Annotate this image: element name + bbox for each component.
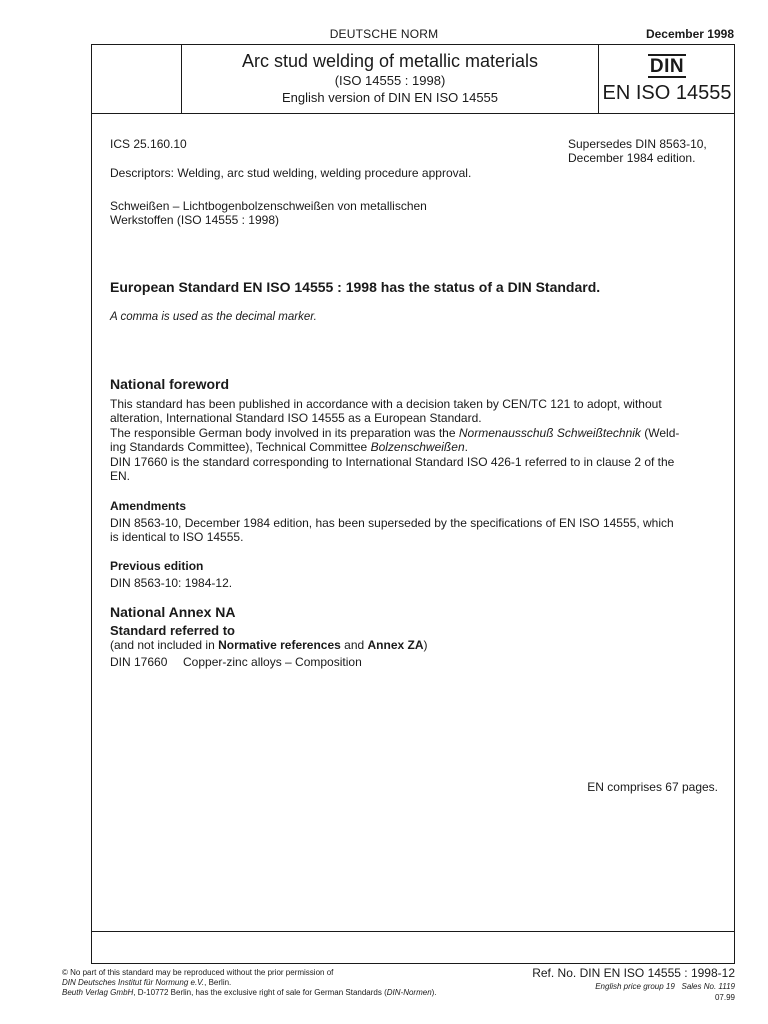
publisher-name: Beuth Verlag GmbH (62, 988, 134, 997)
supersedes-note (568, 137, 707, 165)
copyright-symbol: © (62, 968, 68, 977)
din-institute-name: DIN Deutsches Institut für Normung e.V. (62, 978, 205, 987)
reference-title: Copper-zinc alloys – Composition (183, 655, 362, 669)
copyright-line-3-end: ). (431, 988, 437, 997)
standard-referred-heading: Standard referred to (110, 623, 235, 638)
english-version-note: English version of DIN EN ISO 14555 (281, 90, 499, 105)
copyright-notice (62, 968, 437, 998)
document-type: DEUTSCHE NORM (329, 27, 439, 41)
normative-references-label: Normative references (218, 638, 341, 652)
foreword-p2-line-1 (110, 426, 722, 440)
previous-edition-heading: Previous edition (110, 559, 204, 573)
copyright-line-2 (62, 978, 437, 988)
din-normen-label: DIN-Normen (386, 988, 432, 997)
foreword-paragraph-2 (110, 426, 722, 454)
foreword-p2-line2-end: . (464, 440, 468, 454)
national-foreword-heading: National foreword (110, 376, 230, 392)
german-title-line-2: Werkstoffen (ISO 14555 : 1998) (110, 213, 279, 227)
national-annex-heading: National Annex NA (110, 604, 236, 620)
descriptors: Descriptors: Welding, arc stud welding, welding procedure approval. (110, 166, 472, 180)
amendments-text (110, 516, 722, 544)
foreword-p2-line-2 (110, 440, 722, 454)
german-title (110, 199, 427, 227)
footer-divider (91, 931, 735, 932)
previous-edition-text: DIN 8563-10: 1984-12. (110, 576, 233, 590)
standard-number: EN ISO 14555 (602, 82, 732, 104)
foreword-p1-line-1: This standard has been published in accordance with a decision taken by CEN/TC 121 to adopt, without (110, 397, 662, 411)
price-group: English price group 19 (595, 982, 675, 991)
copyright-text: No part of this standard may be reproduced without the prior permission of (67, 968, 334, 977)
reference-row (110, 655, 362, 669)
annex-note-text: (and not included in (110, 638, 219, 652)
din-logo: DIN (649, 56, 685, 77)
amendments-heading: Amendments (110, 499, 187, 513)
annex-note-end: ) (423, 638, 428, 652)
page-count: EN comprises 67 pages. (587, 780, 718, 794)
copyright-line-3 (62, 988, 437, 998)
reference-code: DIN 17660 (110, 655, 168, 669)
committee-name: Normenausschuß Schweißtechnik (458, 426, 641, 440)
foreword-p3-line-1: DIN 17660 is the standard corresponding to International Standard ISO 426-1 referred to in clause 2 of the (110, 455, 675, 469)
standard-id-box (599, 46, 735, 105)
annex-note (110, 638, 428, 652)
amendments-line-1: DIN 8563-10, December 1984 edition, has been superseded by the specifications of EN ISO 14555, which (110, 516, 674, 530)
foreword-paragraph-1 (110, 397, 722, 425)
page-frame (91, 44, 735, 964)
sales-number: Sales No. 1119 (681, 982, 735, 991)
foreword-p2-text: The responsible German body involved in its preparation was the (110, 426, 459, 440)
price-info (595, 982, 735, 991)
foreword-p2-line2-text: ing Standards Committee), Technical Committee (110, 440, 371, 454)
decimal-marker-note: A comma is used as the decimal marker. (110, 311, 317, 323)
copyright-line-1 (62, 968, 437, 978)
ics-code: ICS 25.160.10 (110, 137, 187, 151)
reference-number: Ref. No. DIN EN ISO 14555 : 1998-12 (532, 966, 735, 980)
foreword-paragraph-3 (110, 455, 722, 483)
german-title-line-1: Schweißen – Lichtbogenbolzenschweißen von metallischen (110, 199, 427, 213)
copyright-line-3-text: , D-10772 Berlin, has the exclusive right of sale for German Standards ( (133, 988, 387, 997)
iso-reference: (ISO 14555 : 1998) (334, 73, 446, 88)
technical-committee-name: Bolzenschweißen (370, 440, 465, 454)
annex-note-and: and (340, 638, 368, 652)
issue-date: December 1998 (645, 27, 734, 41)
annex-za-label: Annex ZA (367, 638, 424, 652)
document-title: Arc stud welding of metallic materials (241, 51, 539, 71)
status-statement: European Standard EN ISO 14555 : 1998 has the status of a DIN Standard. (110, 279, 601, 295)
supersedes-line-1: Supersedes DIN 8563-10, (568, 137, 707, 151)
amendments-line-2: is identical to ISO 14555. (110, 530, 244, 544)
print-date: 07.99 (714, 993, 735, 1002)
copyright-line-2-end: , Berlin. (204, 978, 232, 987)
title-block (182, 50, 598, 106)
foreword-p2-text-end: (Weld- (640, 426, 680, 440)
foreword-p1-line-2: alteration, International Standard ISO 14555 as a European Standard. (110, 411, 482, 425)
supersedes-line-2: December 1984 edition. (568, 151, 696, 165)
foreword-p3-line-2: EN. (110, 469, 131, 483)
